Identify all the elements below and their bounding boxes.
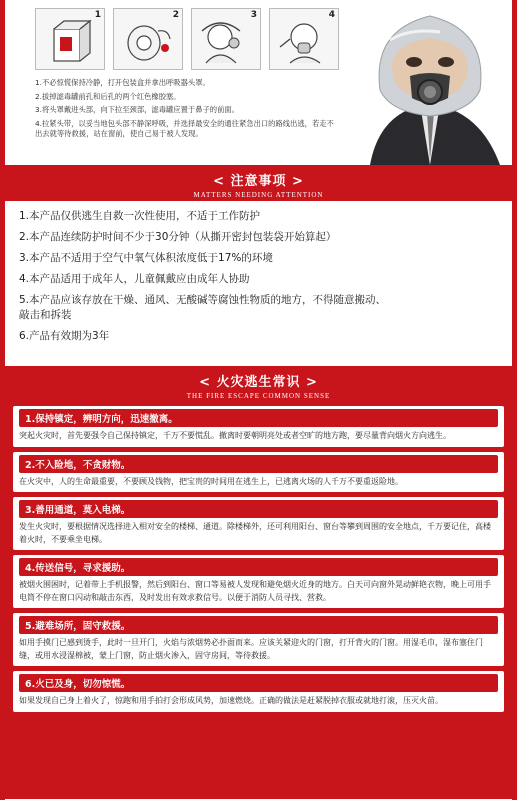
open-box-icon bbox=[40, 17, 98, 65]
usage-instructions bbox=[5, 0, 512, 165]
tip-card bbox=[13, 497, 504, 550]
usage-steps bbox=[35, 8, 339, 70]
step-number: 1 bbox=[94, 10, 101, 20]
step-number: 2 bbox=[172, 10, 179, 20]
fire-escape-tips bbox=[5, 402, 512, 799]
notes-list bbox=[5, 201, 512, 366]
step-number: 3 bbox=[250, 10, 257, 20]
put-on-hood-icon bbox=[196, 17, 254, 65]
tip-body: 如果发现自己身上着火了，惊跑和用手拍打会形成风势，加速燃烧。正确的做法是赶紧脱掉衣服或就地打滚，压灭火苗。 bbox=[19, 696, 443, 705]
notes-title: < 注意事项 > bbox=[213, 174, 304, 189]
tip-card bbox=[13, 406, 504, 447]
instruction-line: 4.拉紧头带，以妥当地包头部不静深呼吸，并选择最安全的通往紧急出口的路线出逃，若走不出去就等待救援，站在窗前，使自己易于被人发现。 bbox=[35, 118, 334, 138]
tip-heading: 1.保持镇定，辨明方向，迅速撤离。 bbox=[19, 409, 498, 427]
tip-card bbox=[13, 452, 504, 493]
tip-body: 发生火灾时，要根据情况选择进入相对安全的楼梯、通道。除楼梯外，还可利用阳台、窗台等攀到周围的安全地点，千万要记住，高楼着火时，不要乘坐电梯。 bbox=[19, 522, 491, 544]
fire-escape-subtitle: THE FIRE ESCAPE COMMON SENSE bbox=[186, 392, 331, 400]
step-1-illustration bbox=[35, 8, 105, 70]
tip-heading: 5.避难场所，固守救援。 bbox=[19, 616, 498, 634]
note-item: 6.产品有效期为3年 bbox=[19, 330, 110, 342]
note-item-continued: 敲击和拆装 bbox=[19, 309, 72, 321]
tip-heading: 3.善用通道，莫入电梯。 bbox=[19, 500, 498, 518]
tip-body: 在火灾中，人的生命最重要，不要顾及钱物，把宝贵的时间用在逃生上，已逃离火场的人千万不要重返险地。 bbox=[19, 476, 403, 486]
note-item: 2.本产品连续防护时间不少于30分钟（从撕开密封包装袋开始算起） bbox=[19, 231, 337, 243]
tip-body: 被烟火围困时，记着带上手机报警，然后到阳台、窗口等易被人发现和避免烟火近身的地方。白天可向窗外晃动鲜艳衣物，晚上可用手电筒不停在窗口闪动和敲击东西，及时发出有效求救信号。以便于消防人员寻找、营救。 bbox=[19, 580, 491, 602]
note-item: 3.本产品不适用于空气中氧气体积浓度低于17%的环境 bbox=[19, 252, 273, 264]
tip-card bbox=[13, 613, 504, 666]
tip-card bbox=[13, 555, 504, 608]
step-4-illustration bbox=[269, 8, 339, 70]
notes-subtitle: MATTERS NEEDING ATTENTION bbox=[193, 191, 324, 199]
note-item: 5.本产品应该存放在干燥、通风、无酸碱等腐蚀性物质的地方，不得随意搬动、 bbox=[19, 294, 387, 306]
tip-heading: 4.传送信号，寻求援助。 bbox=[19, 558, 498, 576]
tighten-strap-icon bbox=[274, 17, 332, 65]
tip-card bbox=[13, 671, 504, 712]
step-number: 4 bbox=[328, 10, 335, 20]
instruction-text bbox=[35, 78, 335, 143]
note-item: 1.本产品仅供逃生自救一次性使用，不适于工作防护 bbox=[19, 210, 261, 222]
note-item: 4.本产品适用于成年人，儿童佩戴应由成年人协助 bbox=[19, 273, 250, 285]
fire-escape-title: < 火灾逃生常识 > bbox=[199, 375, 318, 390]
step-3-illustration bbox=[191, 8, 261, 70]
model-wearing-respirator-photo bbox=[350, 0, 510, 165]
tip-body: 突起火灾时，首先要强令自己保持镇定，千万不要慌乱。撤离时要朝明亮处或者空旷的地方跑，要尽量背向烟火方向逃生。 bbox=[19, 431, 451, 440]
tip-heading: 6.火已及身，切勿惊慌。 bbox=[19, 674, 498, 692]
instruction-line: 3.将头罩戴进头部，向下拉至颈部，滤毒罐应置于鼻子的前面。 bbox=[35, 105, 239, 114]
remove-plug-icon bbox=[118, 17, 176, 65]
instruction-line: 2.拔掉滤毒罐前孔和后孔的两个红色橡胶塞。 bbox=[35, 91, 181, 101]
tip-body: 如用手摸门已感到烫手，此时一旦开门，火焰与浓烟势必扑面而来。应该关紧迎火的门窗，打开背火的门窗。用湿毛巾，湿布塞住门缝，或用水浸湿棉被，蒙上门窗，防止烟火渗入，固守房间，等待救援。 bbox=[19, 638, 483, 660]
notes-section-header bbox=[5, 165, 512, 201]
fire-escape-section-header bbox=[5, 366, 512, 402]
step-2-illustration bbox=[113, 8, 183, 70]
instruction-line: 1.不必惊慌保持冷静，打开包装盒并拿出呼吸器头罩。 bbox=[35, 78, 210, 87]
tip-heading: 2.不入险地，不贪财物。 bbox=[19, 455, 498, 473]
